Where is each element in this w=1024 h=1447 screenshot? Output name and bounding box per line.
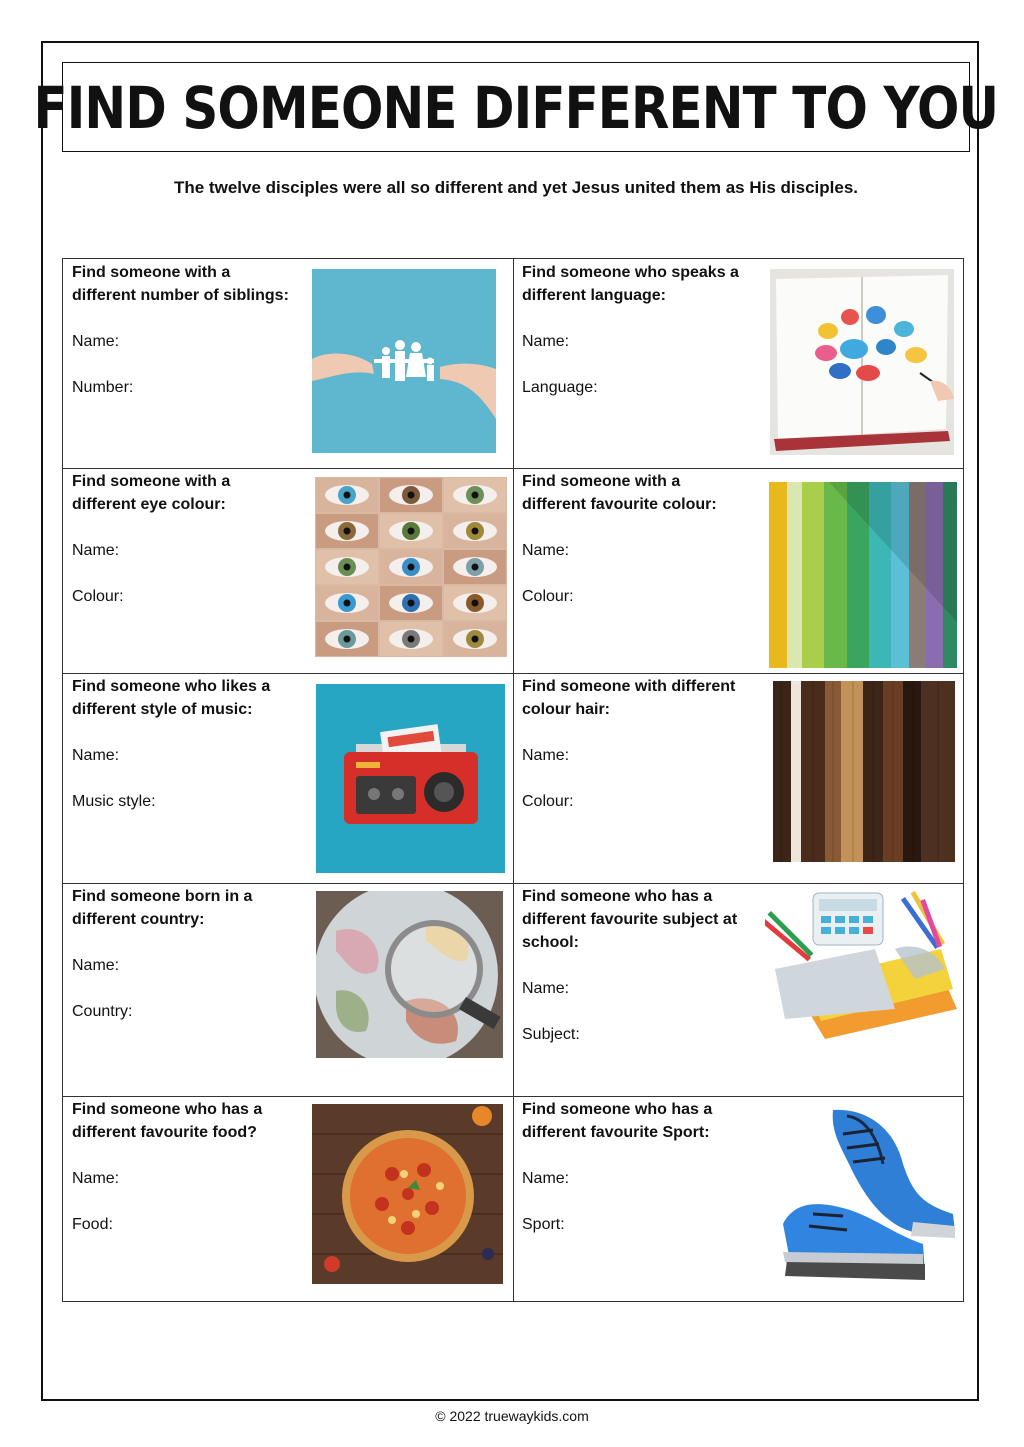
eye-pupil xyxy=(472,492,479,499)
cell-music xyxy=(63,673,513,883)
prompt-line: different favourite Sport: xyxy=(522,1124,710,1141)
prompt-line: Find someone who speaks a xyxy=(522,264,739,281)
cassette-radio-image xyxy=(316,684,505,873)
globe-magnifier-image xyxy=(316,891,503,1058)
cell-favourite-colour xyxy=(513,468,963,673)
eye-pupil xyxy=(344,564,351,571)
cell-hair-colour xyxy=(513,673,963,883)
activity-table xyxy=(62,258,964,1302)
hair-samples-image xyxy=(773,681,955,862)
prompt-line: school: xyxy=(522,934,579,951)
cell-prompt xyxy=(72,261,289,307)
eye-pupil xyxy=(344,528,351,535)
prompt-line: Find someone who has a xyxy=(522,888,713,905)
cell-prompt xyxy=(72,885,252,931)
cell-prompt xyxy=(522,885,737,954)
eye-pupil xyxy=(408,492,415,499)
cell-eye-colour xyxy=(63,468,513,673)
prompt-line: different favourite food? xyxy=(72,1124,257,1141)
name-field-label: Name: xyxy=(522,333,570,350)
answer-field-label: Subject: xyxy=(522,1026,580,1043)
eye-pupil xyxy=(408,528,415,535)
prompt-line: different favourite colour: xyxy=(522,496,717,513)
prompt-line: different favourite subject at xyxy=(522,911,738,928)
cell-siblings xyxy=(63,259,513,468)
eye-pupil xyxy=(344,492,351,499)
answer-field-label: Country: xyxy=(72,1003,133,1020)
cell-country xyxy=(63,883,513,1096)
cell-prompt xyxy=(522,675,735,721)
prompt-line: Find someone with different xyxy=(522,678,736,695)
prompt-line: different style of music: xyxy=(72,701,253,718)
name-field-label: Name: xyxy=(72,747,120,764)
family-cutout-image xyxy=(312,269,496,453)
answer-field-label: Number: xyxy=(72,379,134,396)
page-title: FIND SOMEONE DIFFERENT TO YOU xyxy=(33,74,999,142)
cell-sport xyxy=(513,1096,963,1301)
name-field-label: Name: xyxy=(522,747,570,764)
prompt-line: Find someone with a xyxy=(72,473,231,490)
prompt-line: different country: xyxy=(72,911,205,928)
prompt-line: colour hair: xyxy=(522,701,611,718)
prompt-line: different eye colour: xyxy=(72,496,226,513)
title-box xyxy=(33,62,999,152)
answer-field-label: Food: xyxy=(72,1216,113,1233)
prompt-line: Find someone who likes a xyxy=(72,678,271,695)
eyes-grid-image xyxy=(315,477,507,657)
school-supplies-image xyxy=(765,889,957,1039)
prompt-line: different language: xyxy=(522,287,667,304)
answer-field-label: Music style: xyxy=(72,793,156,810)
answer-field-label: Colour: xyxy=(522,588,574,605)
name-field-label: Name: xyxy=(72,957,120,974)
prompt-line: Find someone who has a xyxy=(522,1101,713,1118)
copyright-footer: © 2022 truewaykids.com xyxy=(435,1408,589,1424)
prompt-line: Find someone born in a xyxy=(72,888,253,905)
prompt-line: Find someone with a xyxy=(72,264,231,281)
name-field-label: Name: xyxy=(522,980,570,997)
eye-pupil xyxy=(344,600,351,607)
speech-bubbles-image xyxy=(770,269,954,455)
eye-pupil xyxy=(472,528,479,535)
cell-subject xyxy=(513,883,963,1096)
cell-language xyxy=(513,259,963,468)
prompt-line: different number of siblings: xyxy=(72,287,289,304)
colour-stripes-image xyxy=(769,482,957,668)
cell-prompt xyxy=(72,470,230,516)
answer-field-label: Colour: xyxy=(522,793,574,810)
name-field-label: Name: xyxy=(72,1170,120,1187)
subtitle: The twelve disciples were all so different and yet Jesus united them as His disciples. xyxy=(173,178,858,197)
cell-prompt xyxy=(522,1098,712,1144)
eye-pupil xyxy=(408,600,415,607)
cell-prompt xyxy=(522,261,739,307)
eye-pupil xyxy=(408,636,415,643)
cell-food xyxy=(63,1096,513,1301)
prompt-line: Find someone who has a xyxy=(72,1101,263,1118)
eye-pupil xyxy=(472,636,479,643)
cell-prompt xyxy=(522,470,717,516)
name-field-label: Name: xyxy=(72,333,120,350)
cell-prompt xyxy=(72,1098,262,1144)
sneakers-image xyxy=(773,1104,957,1284)
pizza-image xyxy=(312,1104,503,1284)
answer-field-label: Language: xyxy=(522,379,598,396)
cell-prompt xyxy=(72,675,270,721)
name-field-label: Name: xyxy=(72,542,120,559)
prompt-line: Find someone with a xyxy=(522,473,681,490)
eye-pupil xyxy=(472,564,479,571)
eye-pupil xyxy=(408,564,415,571)
name-field-label: Name: xyxy=(522,542,570,559)
eye-pupil xyxy=(472,600,479,607)
eye-pupil xyxy=(344,636,351,643)
name-field-label: Name: xyxy=(522,1170,570,1187)
answer-field-label: Sport: xyxy=(522,1216,565,1233)
answer-field-label: Colour: xyxy=(72,588,124,605)
